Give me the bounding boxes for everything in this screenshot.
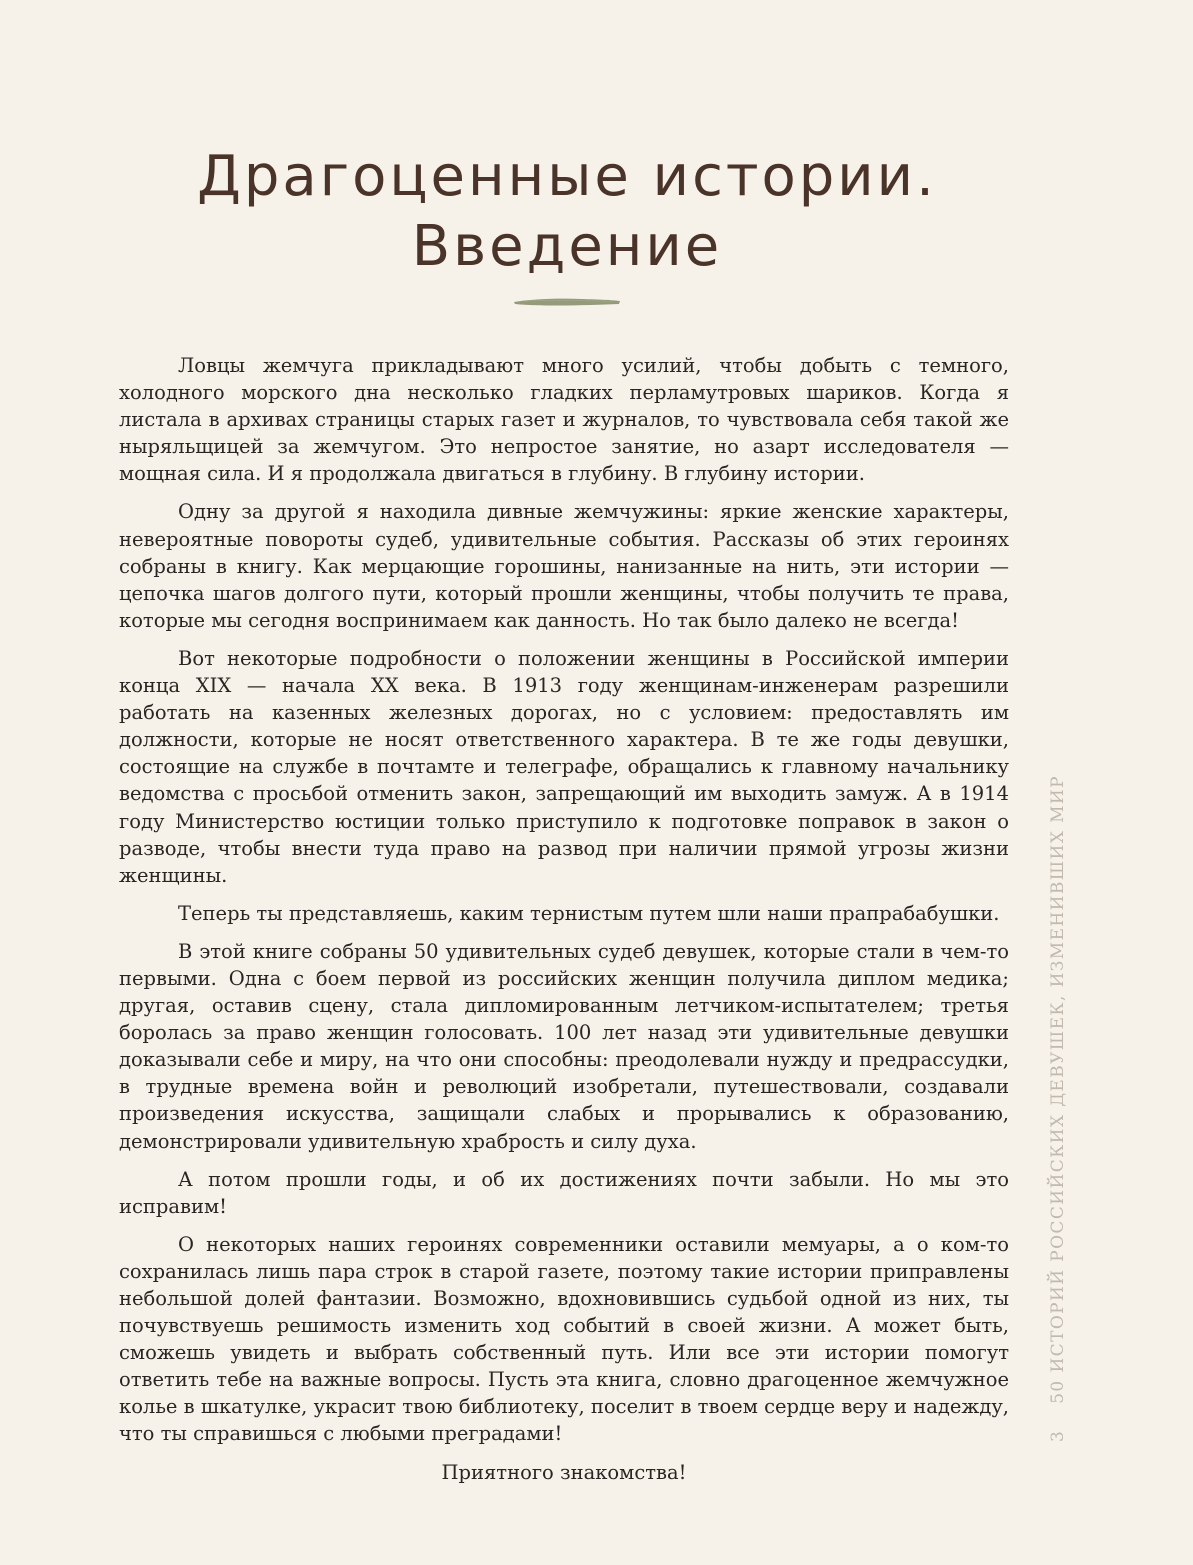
paragraph: Ловцы жемчуга прикладывают много усилий, чтобы добыть с темного, холодного морского дна несколько гладких перламутровых шариков. Когда я листала в архивах страницы старых газет и журналов, то чувствовала себя такой же ныряльщицей за жемчугом. Это непростое занятие, но азарт исследователя — мощная сила. И я продолжала двигаться в глубину. В глубину истории.: [119, 354, 1009, 486]
page-title: [0, 142, 1134, 282]
paragraph: В этой книге собраны 50 удивительных судеб девушек, которые стали в чем-то первыми. Одна с боем первой из российских женщин получила диплом медика; другая, оставив сцену, стала дипломированным летчиком-испытателем; третья боролась за право женщин голосовать. 100 лет назад эти удивительные девушки доказывали себе и миру, на что они способны: преодолевали нужду и предрассудки, в трудные времена войн и революций изобретали, путешествовали, создавали произведения искусства, защищали слабых и прорывались к образованию, демонстрировали удивительную храбрость и силу духа.: [119, 939, 1009, 1153]
brush-stroke-divider: [512, 295, 622, 309]
intro-text: [119, 352, 1009, 1497]
book-title: 50 ИСТОРИЙ РОССИЙСКИХ ДЕВУШЕК, ИЗМЕНИВШИХ МИР: [1048, 775, 1068, 1404]
title-line-2: Введение: [411, 214, 723, 279]
title-line-1: Драгоценные истории.: [197, 144, 937, 209]
closing-line: Приятного знакомства!: [441, 1460, 687, 1484]
paragraph: Одну за другой я находила дивные жемчужины: яркие женские характеры, невероятные повороты судеб, удивительные события. Рассказы об этих героинях собраны в книгу. Как мерцающие горошины, нанизанные на нить, эти истории — цепочка шагов долгого пути, который прошли женщины, чтобы получить те права, которые мы сегодня воспринимаем как данность. Но так было далеко не всегда!: [119, 500, 1009, 632]
page-number: 3: [1048, 1429, 1068, 1442]
paragraph: Теперь ты представляешь, каким тернистым путем шли наши прапрабабушки.: [178, 901, 1000, 925]
running-footer: [1048, 742, 1068, 1442]
paragraph: О некоторых наших героинях современники оставили мемуары, а о ком-то сохранилась лишь пара строк в старой газете, поэтому такие истории приправлены небольшой долей фантазии. Возможно, вдохновившись судьбой одной из них, ты почувствуешь решимость изменить ход событий в своей жизни. А может быть, сможешь увидеть и выбрать собственный путь. Или все эти истории помогут ответить тебе на важные вопросы. Пусть эта книга, словно драгоценное жемчужное колье в шкатулке, украсит твою библиотеку, поселит в твоем сердце веру и надежду, что ты справишься с любыми преградами!: [119, 1232, 1009, 1446]
paragraph: Вот некоторые подробности о положении женщины в Российской империи конца XIX — начала XX века. В 1913 году женщинам-инженерам разрешили работать на казенных железных дорогах, но с условием: предоставлять им должности, которые не носят ответственного характера. В те же годы девушки, состоящие на службе в почтамте и телеграфе, обращались к главному начальнику ведомства с просьбой отменить закон, запрещающий им выходить замуж. А в 1914 году Министерство юстиции только приступило к подготовке поправок в закон о разводе, чтобы внести туда право на развод при наличии прямой угрозы жизни женщины.: [119, 646, 1009, 887]
paragraph: А потом прошли годы, и об их достижениях почти забыли. Но мы это исправим!: [119, 1167, 1009, 1218]
